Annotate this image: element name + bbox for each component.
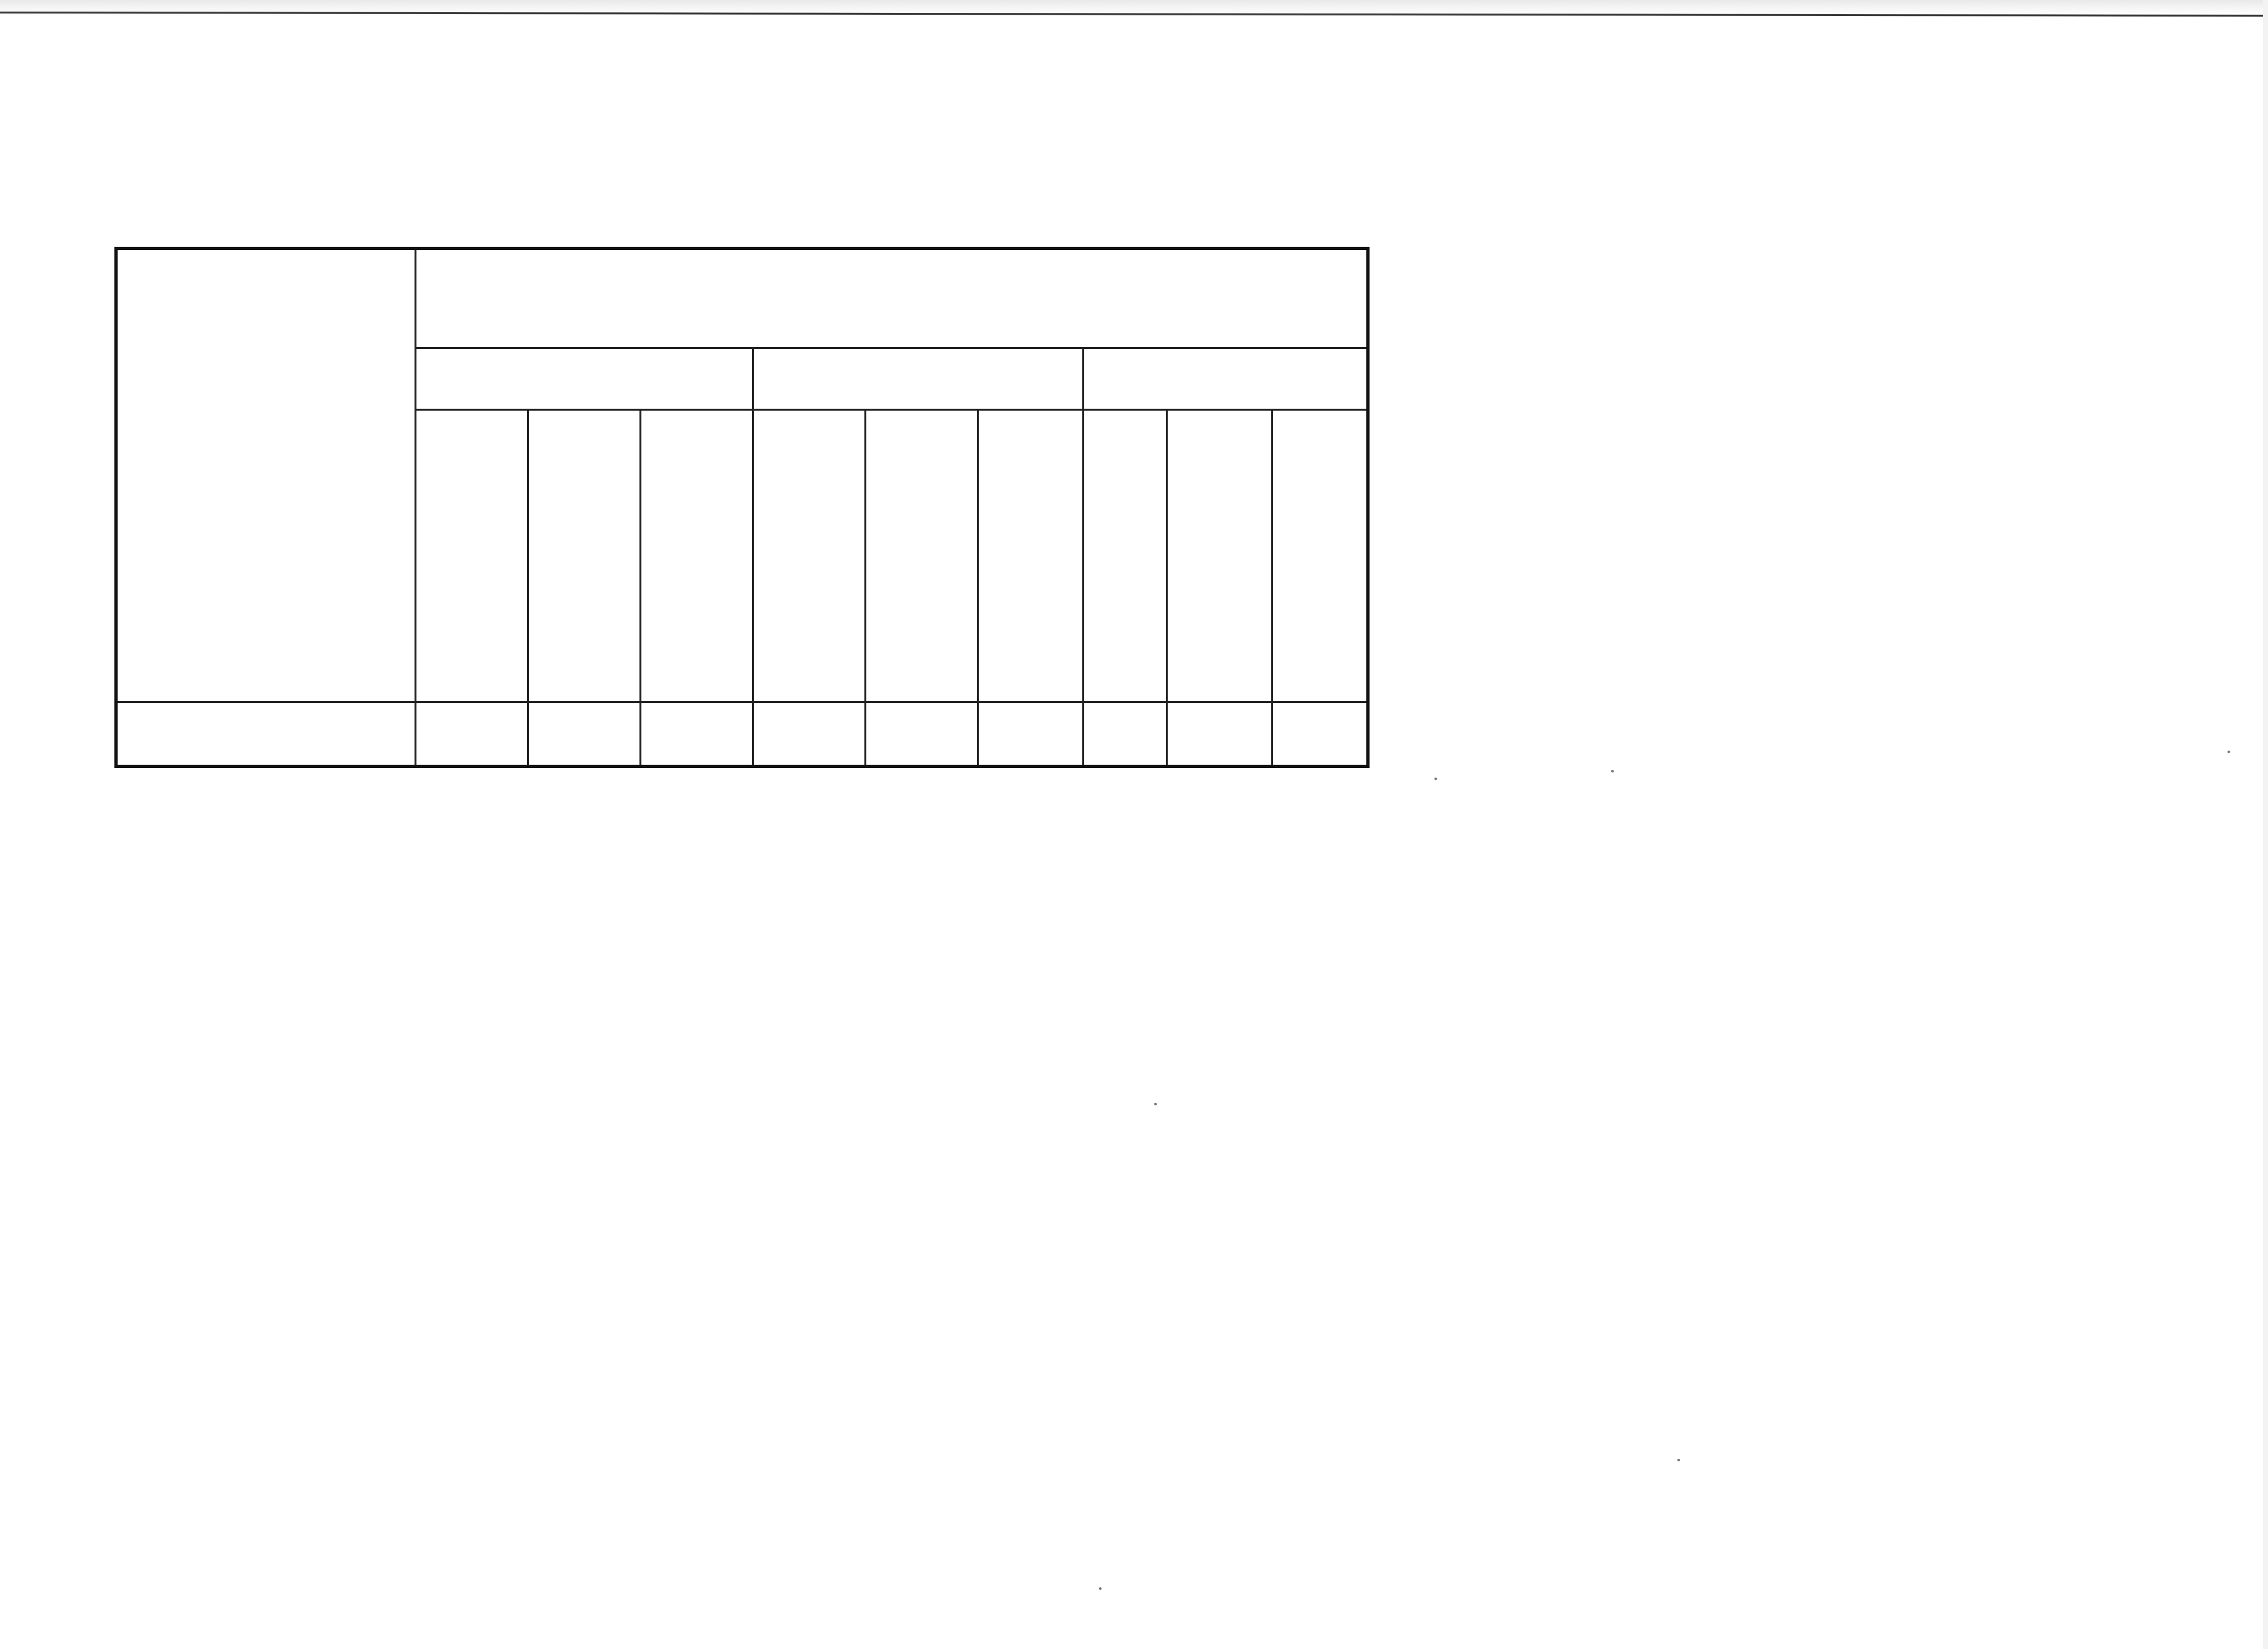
total-value xyxy=(1084,702,1167,767)
name-column-header xyxy=(116,249,416,702)
total-value xyxy=(528,702,641,767)
column-header xyxy=(753,410,866,702)
scan-speck xyxy=(1677,1459,1680,1461)
scan-speck xyxy=(1154,1103,1157,1105)
group-header-not-sent xyxy=(416,348,753,410)
column-header xyxy=(1167,410,1272,702)
scan-speck xyxy=(1434,778,1437,780)
column-header xyxy=(416,410,528,702)
column-header xyxy=(978,410,1084,702)
column-header xyxy=(1272,410,1368,702)
section-title xyxy=(416,249,1368,348)
total-value xyxy=(416,702,528,767)
scan-speck xyxy=(2228,751,2230,753)
total-value xyxy=(1167,702,1272,767)
civil-cases-table xyxy=(114,247,1370,768)
group-header-other-categories xyxy=(1084,348,1368,410)
column-header xyxy=(641,410,753,702)
column-header xyxy=(528,410,641,702)
column-header xyxy=(1084,410,1167,702)
scan-speck xyxy=(1099,1587,1102,1590)
total-value xyxy=(1272,702,1368,767)
total-value xyxy=(978,702,1084,767)
total-value xyxy=(641,702,753,767)
total-value xyxy=(866,702,978,767)
column-header xyxy=(866,410,978,702)
total-row xyxy=(116,702,1368,767)
group-header-main-category xyxy=(753,348,1084,410)
scan-right-edge xyxy=(2263,0,2268,1649)
scan-speck xyxy=(1611,770,1614,772)
total-value xyxy=(753,702,866,767)
total-label xyxy=(116,702,416,767)
